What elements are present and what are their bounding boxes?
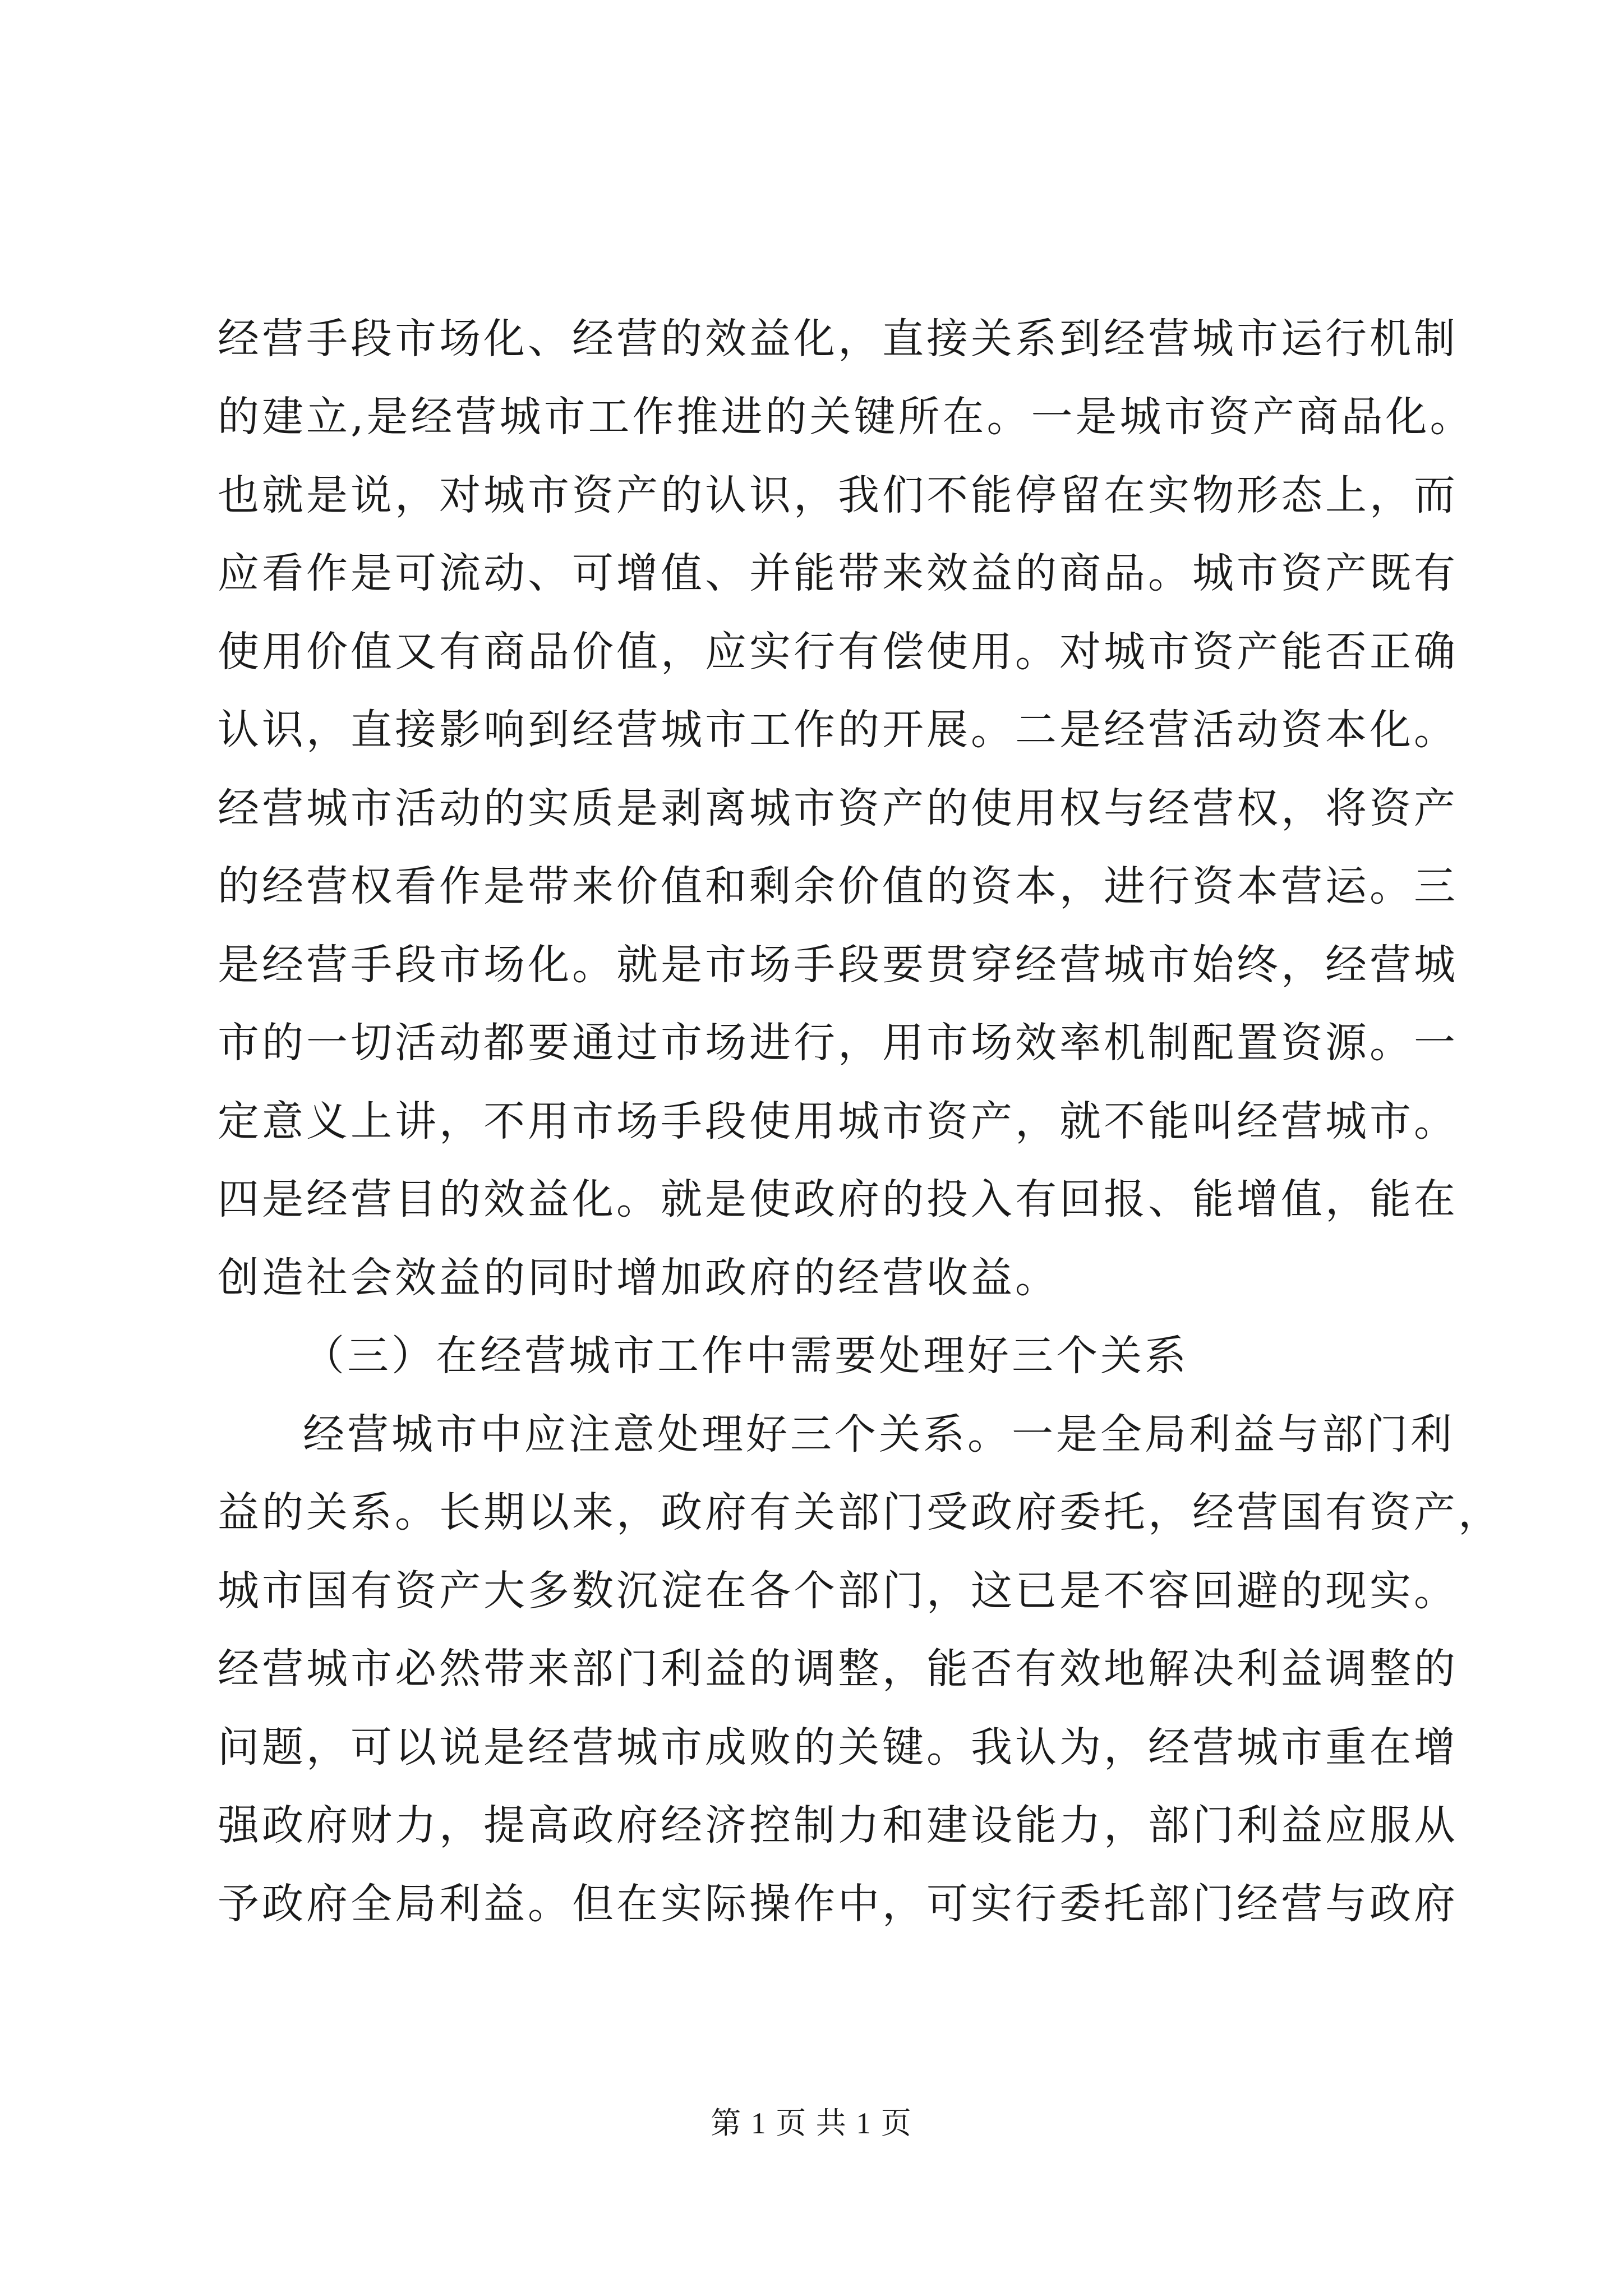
body-line-9: 是经营手段市场化。就是市场手段要贯穿经营城市始终，经营城 — [218, 941, 1458, 989]
body-line-10: 市的一切活动都要通过市场进行，用市场效率机制配置资源。一 — [218, 1019, 1458, 1067]
body-line-21: 予政府全局利益。但在实际操作中，可实行委托部门经营与政府 — [218, 1880, 1458, 1928]
body-line-15: 经营城市中应注意处理好三个关系。一是全局利益与部门利 — [303, 1410, 1455, 1458]
page-footer: 第 1 页 共 1 页 — [711, 2106, 912, 2140]
body-line-7: 经营城市活动的实质是剥离城市资产的使用权与经营权，将资产 — [218, 784, 1458, 832]
body-line-5: 使用价值又有商品价值，应实行有偿使用。对城市资产能否正确 — [218, 628, 1458, 676]
body-line-16: 益的关系。长期以来，政府有关部门受政府委托，经营国有资产， — [218, 1488, 1502, 1536]
body-line-13: 创造社会效益的同时增加政府的经营收益。 — [218, 1254, 1059, 1302]
body-line-20: 强政府财力，提高政府经济控制力和建设能力，部门利益应服从 — [218, 1801, 1458, 1849]
body-line-19: 问题，可以说是经营城市成败的关键。我认为，经营城市重在增 — [218, 1723, 1458, 1772]
body-line-4: 应看作是可流动、可增值、并能带来效益的商品。城市资产既有 — [218, 549, 1458, 597]
body-line-8: 的经营权看作是带来价值和剩余价值的资本，进行资本营运。三 — [218, 862, 1458, 910]
body-line-6: 认识，直接影响到经营城市工作的开展。二是经营活动资本化。 — [218, 706, 1458, 754]
body-line-3: 也就是说，对城市资产的认识，我们不能停留在实物形态上，而 — [218, 471, 1458, 519]
body-line-1: 经营手段市场化、经营的效益化，直接关系到经营城市运行机制 — [218, 315, 1458, 363]
body-line-18: 经营城市必然带来部门利益的调整，能否有效地解决利益调整的 — [218, 1645, 1458, 1693]
section-heading: （三）在经营城市工作中需要处理好三个关系 — [303, 1332, 1189, 1380]
body-line-11: 定意义上讲，不用市场手段使用城市资产，就不能叫经营城市。 — [218, 1097, 1458, 1145]
body-line-2: 的建立,是经营城市工作推进的关键所在。一是城市资产商品化。 — [218, 393, 1474, 441]
body-line-17: 城市国有资产大多数沉淀在各个部门，这已是不容回避的现实。 — [218, 1567, 1458, 1615]
body-line-12: 四是经营目的效益化。就是使政府的投入有回报、能增值，能在 — [218, 1175, 1458, 1223]
